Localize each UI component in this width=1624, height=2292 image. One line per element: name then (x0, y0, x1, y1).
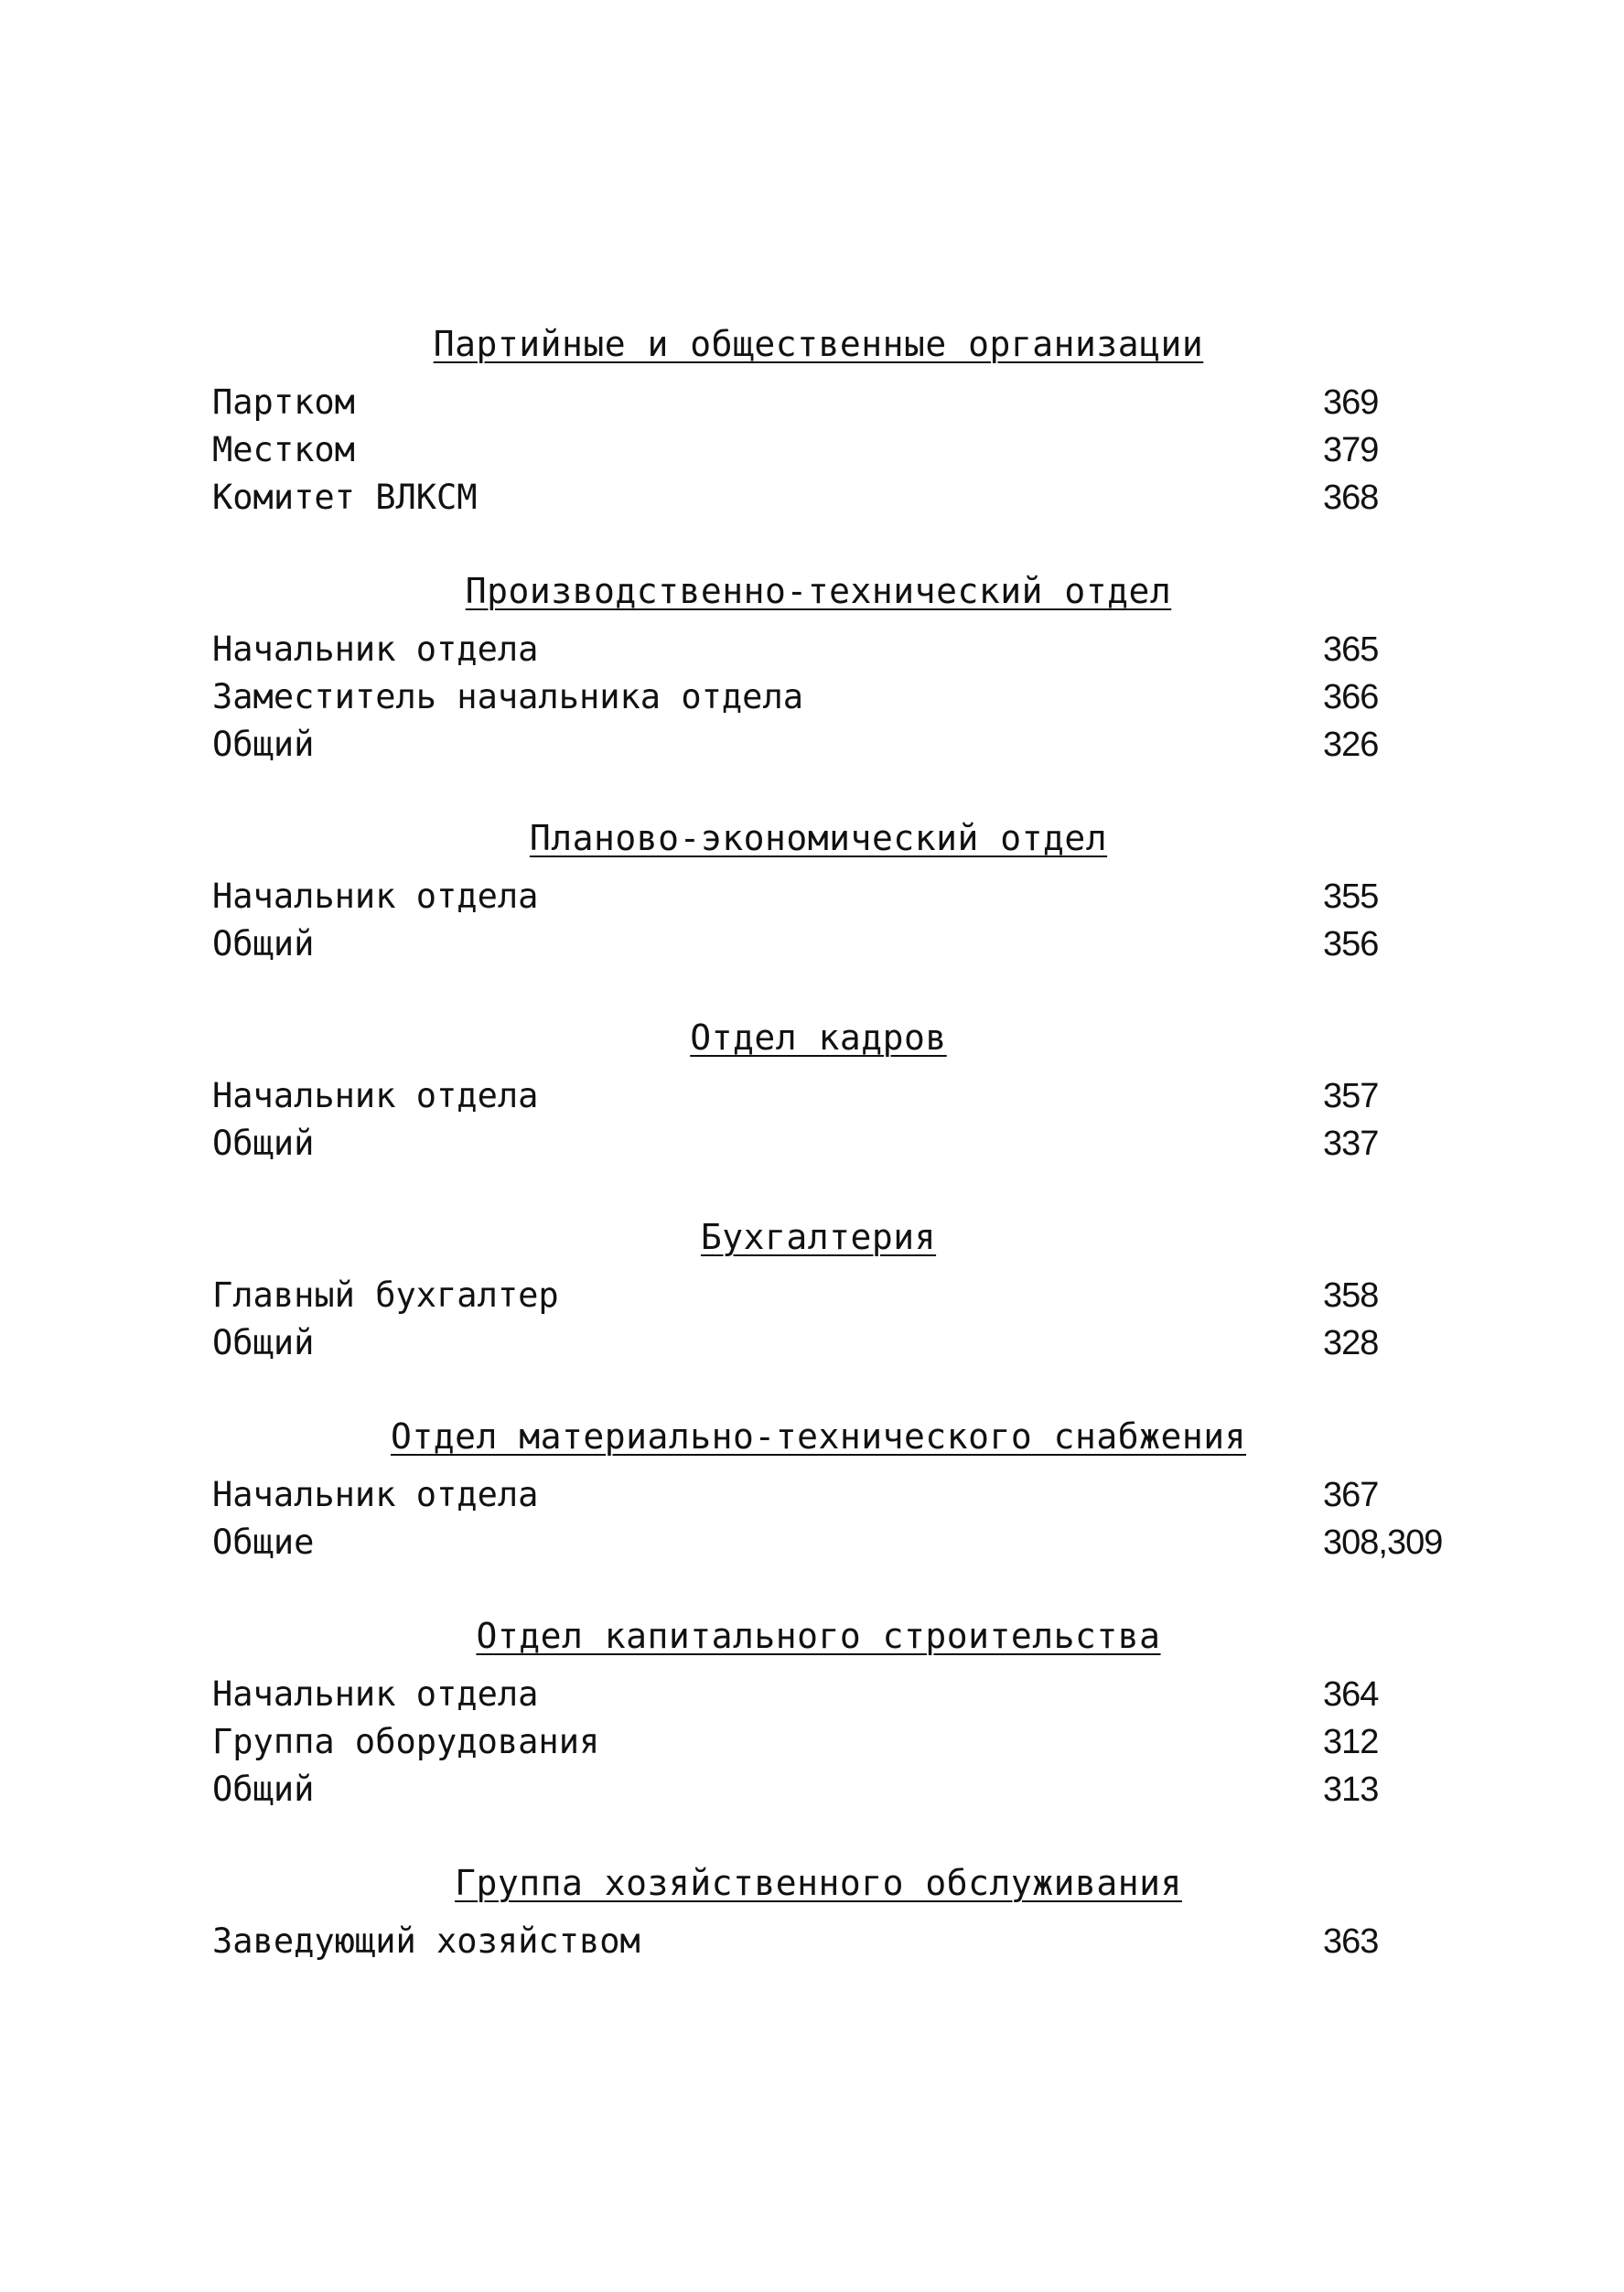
row-label: Общий (212, 1770, 315, 1809)
directory-row (0, 1671, 1624, 1718)
directory-row (0, 1766, 1624, 1813)
row-extension: 357 (1323, 1077, 1379, 1115)
row-label: Начальник отдела (212, 877, 539, 916)
row-label: Общий (212, 1124, 315, 1163)
directory-row (0, 626, 1624, 673)
row-label: Начальник отдела (212, 1076, 539, 1115)
row-label: Общий (212, 725, 315, 764)
directory-row (0, 1718, 1624, 1766)
row-extension: 308,309 (1323, 1523, 1443, 1562)
section-heading: Производственно-технический отдел (465, 571, 1172, 611)
row-label: Заведующий хозяйством (212, 1921, 640, 1961)
row-extension: 368 (1323, 479, 1379, 517)
section-heading: Бухгалтерия (700, 1217, 937, 1257)
row-extension: 326 (1323, 726, 1379, 764)
section-planning-economic-dept (0, 812, 1624, 968)
directory-row (0, 1471, 1624, 1519)
row-label: Начальник отдела (212, 1475, 539, 1514)
row-label: Начальник отдела (212, 1674, 539, 1714)
row-label: Комитет ВЛКСМ (212, 478, 478, 517)
directory-row (0, 474, 1624, 522)
directory-row (0, 1072, 1624, 1120)
section-housekeeping-group (0, 1857, 1624, 1965)
directory-row (0, 379, 1624, 426)
section-heading: Отдел капитального строительства (476, 1616, 1161, 1656)
row-label: Заместитель начальника отдела (212, 677, 804, 716)
row-extension: 379 (1323, 431, 1379, 469)
row-extension: 337 (1323, 1124, 1379, 1163)
directory-row (0, 920, 1624, 968)
section-heading: Планово-экономический отдел (529, 818, 1108, 858)
directory-row (0, 1519, 1624, 1566)
directory-row (0, 673, 1624, 721)
section-heading: Отдел кадров (690, 1017, 947, 1058)
row-extension: 367 (1323, 1476, 1379, 1514)
section-personnel-dept (0, 1012, 1624, 1168)
row-label: Партком (212, 382, 355, 422)
section-heading: Партийные и общественные организации (433, 324, 1204, 364)
section-capital-construction-dept (0, 1610, 1624, 1813)
row-extension: 358 (1323, 1276, 1379, 1315)
directory-row (0, 426, 1624, 474)
row-label: Начальник отдела (212, 629, 539, 669)
row-extension: 313 (1323, 1770, 1379, 1809)
directory-row (0, 1319, 1624, 1367)
row-extension: 365 (1323, 630, 1379, 669)
row-label: Местком (212, 430, 355, 469)
row-extension: 369 (1323, 383, 1379, 422)
directory-row (0, 1272, 1624, 1319)
row-extension: 328 (1323, 1324, 1379, 1362)
section-heading: Группа хозяйственного обслуживания (455, 1863, 1182, 1903)
row-extension: 366 (1323, 678, 1379, 716)
row-label: Общие (212, 1523, 315, 1562)
section-production-technical-dept (0, 565, 1624, 769)
section-party-public-organizations (0, 318, 1624, 522)
section-accounting (0, 1211, 1624, 1367)
row-extension: 356 (1323, 925, 1379, 963)
directory-row (0, 721, 1624, 769)
row-label: Общий (212, 924, 315, 963)
directory-row (0, 1918, 1624, 1965)
row-extension: 363 (1323, 1922, 1379, 1961)
row-extension: 312 (1323, 1723, 1379, 1761)
row-label: Группа оборудования (212, 1722, 600, 1761)
row-label: Общий (212, 1323, 315, 1362)
directory-row (0, 873, 1624, 920)
phone-directory (0, 318, 1624, 1965)
directory-row (0, 1120, 1624, 1168)
row-extension: 364 (1323, 1675, 1379, 1714)
row-extension: 355 (1323, 877, 1379, 916)
row-label: Главный бухгалтер (212, 1275, 559, 1315)
section-heading: Отдел материально-технического снабжения (390, 1416, 1247, 1457)
section-supply-dept (0, 1411, 1624, 1566)
